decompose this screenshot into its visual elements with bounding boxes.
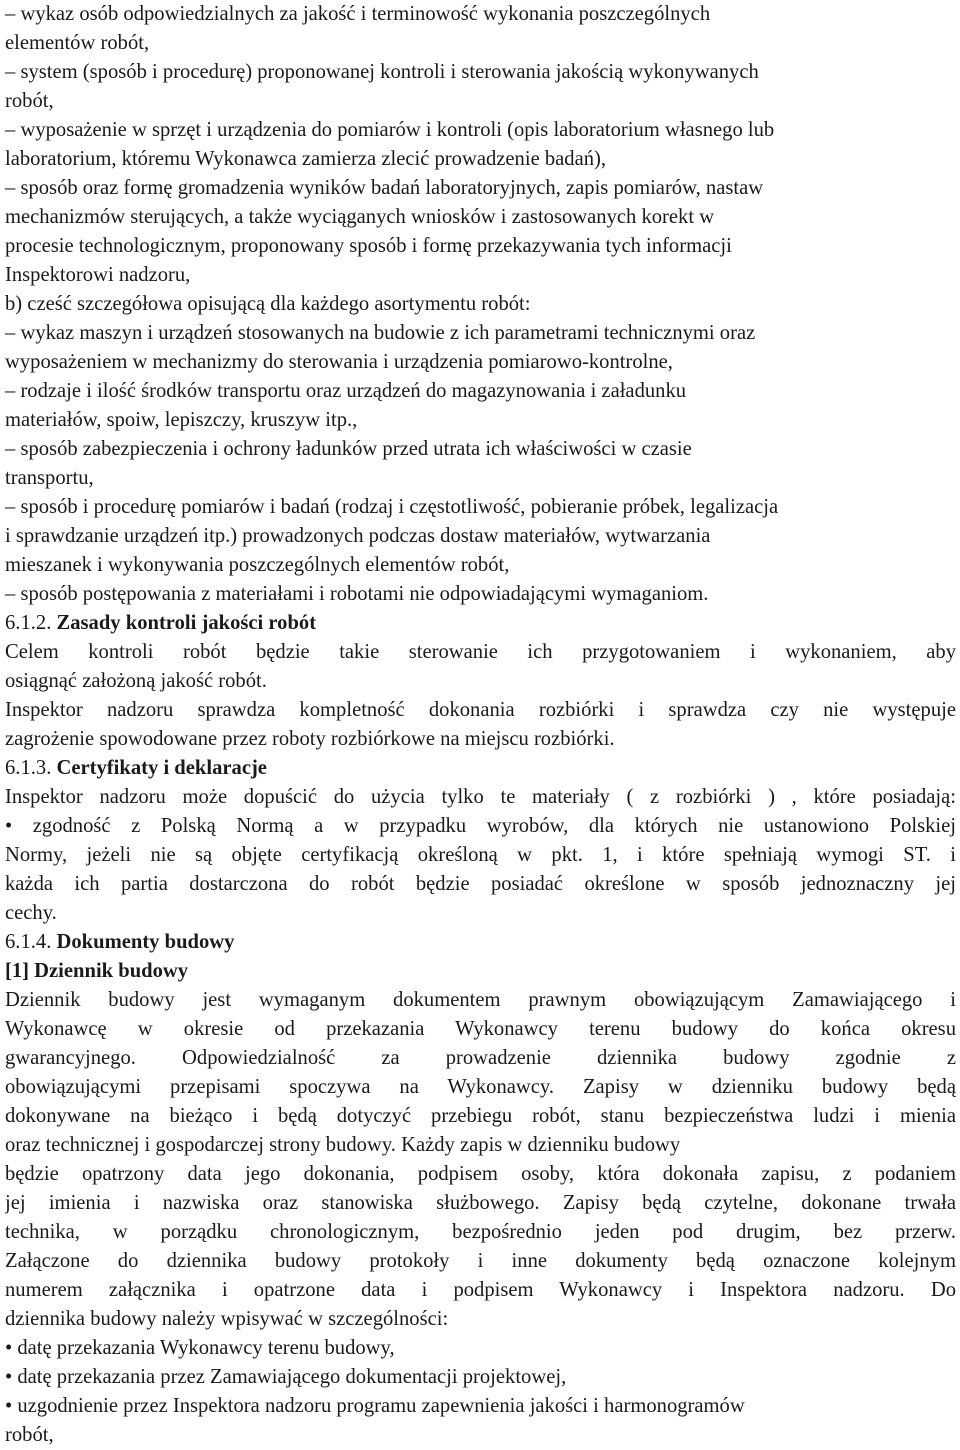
text-line: elementów robót, xyxy=(5,32,150,54)
section-heading-6-1-3 xyxy=(5,754,956,783)
text-line: i sprawdzanie urządzeń itp.) prowadzonych podczas dostaw materiałów, wytwarzania xyxy=(5,525,711,547)
section-heading-6-1-2 xyxy=(5,609,956,638)
section-number: 6.1.4. xyxy=(5,931,52,953)
text-line: gwarancyjnego. Odpowiedzialność za prowadzenie dziennika budowy zgodnie z xyxy=(5,1047,956,1069)
text-line: – sposób i procedurę pomiarów i badań (rodzaj i częstotliwość, pobieranie próbek, legalizacja xyxy=(5,496,779,518)
text-line: Dziennik budowy jest wymaganym dokumentem prawnym obowiązującym Zamawiającego i xyxy=(5,989,956,1011)
text-line: Załączone do dziennika budowy protokoły i inne dokumenty będą oznaczone kolejnym xyxy=(5,1250,956,1272)
text-line: – sposób oraz formę gromadzenia wyników badań laboratoryjnych, zapis pomiarów, nastaw xyxy=(5,177,764,199)
section-title: Dokumenty budowy xyxy=(56,931,235,953)
text-line: – wyposażenie w sprzęt i urządzenia do pomiarów i kontroli (opis laboratorium własnego lub xyxy=(5,119,775,141)
text-line: jej imienia i nazwiska oraz stanowiska służbowego. Zapisy będą czytelne, dokonane trwała xyxy=(5,1192,956,1214)
text-line: materiałów, spoiw, lepiszczy, kruszyw itp., xyxy=(5,409,358,431)
text-line: Normy, jeżeli nie są objęte certyfikacją określoną w pkt. 1, i które spełniają wymogi ST. i xyxy=(5,844,956,866)
text-line: procesie technologicznym, proponowany sposób i formę przekazywania tych informacji xyxy=(5,235,732,257)
text-line: Inspektorowi nadzoru, xyxy=(5,264,191,286)
text-line: cechy. xyxy=(5,902,57,924)
text-line: – wykaz maszyn i urządzeń stosowanych na budowie z ich parametrami technicznymi oraz xyxy=(5,322,756,344)
text-line: zagrożenie spowodowane przez roboty rozbiórkowe na miejscu rozbiórki. xyxy=(5,728,615,750)
text-line: transportu, xyxy=(5,467,94,489)
text-line: robót, xyxy=(5,1424,54,1446)
section-heading-6-1-4 xyxy=(5,928,956,957)
list-item: • datę przekazania Wykonawcy terenu budowy, xyxy=(5,1337,395,1359)
section-title: Zasady kontroli jakości robót xyxy=(56,612,317,634)
list-item: • datę przekazania przez Zamawiającego dokumentacji projektowej, xyxy=(5,1366,567,1388)
text-line: – wykaz osób odpowiedzialnych za jakość i terminowość wykonania poszczególnych xyxy=(5,3,711,25)
text-line: Inspektor nadzoru może dopuścić do użycia tylko te materiały ( z rozbiórki ) , które posiadają: xyxy=(5,786,956,808)
text-line: Wykonawcę w okresie od przekazania Wykonawcy terenu budowy do końca okresu xyxy=(5,1018,956,1040)
text-line: obowiązującymi przepisami spoczywa na Wykonawcy. Zapisy w dzienniku budowy będą xyxy=(5,1076,956,1098)
text-line: Celem kontroli robót będzie takie sterowanie ich przygotowaniem i wykonaniem, aby xyxy=(5,641,956,663)
text-line: będzie opatrzony data jego dokonania, podpisem osoby, która dokonała zapisu, z podaniem xyxy=(5,1163,956,1185)
text-line: dziennika budowy należy wpisywać w szczególności: xyxy=(5,1308,449,1330)
text-line: b) cześć szczegółowa opisującą dla każdego asortymentu robót: xyxy=(5,293,531,315)
subsection-heading-dziennik: [1] Dziennik budowy xyxy=(5,960,189,982)
section-number: 6.1.2. xyxy=(5,612,52,634)
text-line: technika, w porządku chronologicznym, bezpośrednio jeden pod drugim, bez przerw. xyxy=(5,1221,956,1243)
text-line: – system (sposób i procedurę) proponowanej kontroli i sterowania jakością wykonywanych xyxy=(5,61,759,83)
section-title: Certyfikaty i deklaracje xyxy=(56,757,267,779)
text-line: – sposób postępowania z materiałami i robotami nie odpowiadającymi wymaganiom. xyxy=(5,583,709,605)
text-line: każda ich partia dostarczona do robót będzie posiadać określone w sposób jednoznaczny jej xyxy=(5,873,956,895)
text-line: dokonywane na bieżąco i będą dotyczyć przebiegu robót, stanu bezpieczeństwa ludzi i mienia xyxy=(5,1105,956,1127)
text-line: • zgodność z Polską Normą a w przypadku wyrobów, dla których nie ustanowiono Polskiej xyxy=(5,815,956,837)
text-line: laboratorium, któremu Wykonawca zamierza zlecić prowadzenie badań), xyxy=(5,148,607,170)
text-line: robót, xyxy=(5,90,54,112)
text-line: oraz technicznej i gospodarczej strony budowy. Każdy zapis w dzienniku budowy xyxy=(5,1134,681,1156)
text-line: mieszanek i wykonywania poszczególnych elementów robót, xyxy=(5,554,510,576)
text-line: numerem załącznika i opatrzone data i podpisem Wykonawcy i Inspektora nadzoru. Do xyxy=(5,1279,956,1301)
section-number: 6.1.3. xyxy=(5,757,52,779)
text-line: – sposób zabezpieczenia i ochrony ładunków przed utrata ich właściwości w czasie xyxy=(5,438,692,460)
text-line: Inspektor nadzoru sprawdza kompletność dokonania rozbiórki i sprawdza czy nie występuje xyxy=(5,699,956,721)
text-line: osiągnąć założoną jakość robót. xyxy=(5,670,267,692)
list-item: • uzgodnienie przez Inspektora nadzoru programu zapewnienia jakości i harmonogramów xyxy=(5,1395,745,1417)
text-line: – rodzaje i ilość środków transportu oraz urządzeń do magazynowania i załadunku xyxy=(5,380,687,402)
text-line: wyposażeniem w mechanizmy do sterowania i urządzenia pomiarowo-kontrolne, xyxy=(5,351,673,373)
text-line: mechanizmów sterujących, a także wyciąganych wniosków i zastosowanych korekt w xyxy=(5,206,715,228)
